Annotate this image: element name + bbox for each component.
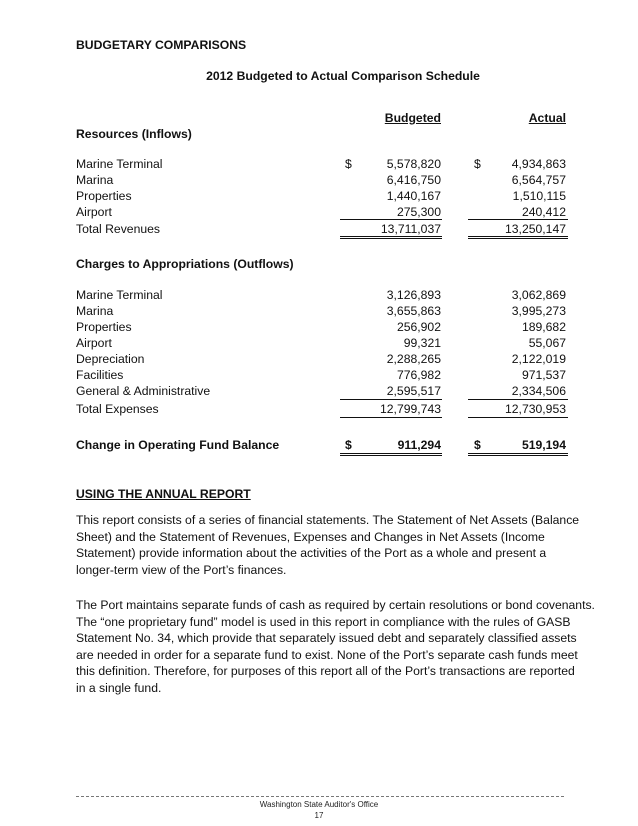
total-revenues-label: Total Revenues — [76, 222, 161, 236]
outflow-label: General & Administrative — [76, 384, 211, 398]
column-header-actual: Actual — [528, 111, 566, 125]
total-expenses-label: Total Expenses — [76, 402, 159, 416]
outflow-actual: 3,995,273 — [511, 304, 566, 318]
outflow-actual: 2,334,506 — [511, 384, 566, 398]
footer-rule — [76, 796, 564, 797]
outflow-budgeted: 99,321 — [403, 336, 441, 350]
outflows-title: Charges to Appropriations (Outflows) — [76, 257, 294, 271]
subtotal-rule — [340, 399, 442, 400]
inflow-budgeted: 1,440,167 — [386, 189, 441, 203]
outflow-budgeted: 2,288,265 — [386, 352, 441, 366]
paragraph-line: This report consists of a series of financial statements. The Statement of Net Assets (Balance — [76, 513, 580, 527]
outflow-budgeted: 256,902 — [396, 320, 441, 334]
paragraph-line: Statement No. 34, which provide that separately issued debt and separately classified assets — [76, 631, 577, 646]
paragraph-line: are needed in order for a separate fund to exist. None of the Port’s separate cash funds meet — [76, 647, 578, 662]
inflow-budgeted: 6,416,750 — [386, 173, 441, 187]
outflow-label: Marina — [76, 304, 114, 318]
column-header-budgeted: Budgeted — [384, 111, 441, 125]
paragraph-line: Sheet) and the Statement of Revenues, Expenses and Changes in Net Assets (Income — [76, 529, 545, 544]
total-revenues-actual: 13,250,147 — [505, 222, 566, 236]
total-rule — [468, 238, 568, 239]
paragraph-line: The “one proprietary fund” model is used in this report in compliance with the rules of GASB — [76, 614, 571, 629]
paragraph-line: this definition. Therefore, for purposes of this report all of the Port’s transactions are reported — [76, 664, 575, 679]
inflow-label: Marina — [76, 173, 114, 187]
total-expenses-actual: 12,730,953 — [505, 402, 566, 416]
inflow-budgeted: 5,578,820 — [386, 157, 441, 171]
total-rule — [340, 453, 442, 454]
page-number: 17 — [314, 811, 324, 820]
outflow-actual: 189,682 — [521, 320, 566, 334]
annual-report-paragraph-2 — [76, 597, 595, 697]
change-budgeted: 911,294 — [397, 438, 441, 452]
section-heading: BUDGETARY COMPARISONS — [76, 38, 247, 52]
inflow-label: Airport — [76, 205, 112, 219]
total-rule — [468, 236, 568, 237]
paragraph-line: The Port maintains separate funds of cash as required by certain resolutions or bond covenants. — [76, 598, 595, 612]
outflow-budgeted: 3,126,893 — [386, 288, 441, 302]
outflow-label: Properties — [76, 320, 132, 334]
subtotal-rule — [468, 219, 568, 220]
annual-report-heading: USING THE ANNUAL REPORT — [76, 487, 251, 501]
change-actual: 519,194 — [521, 438, 566, 452]
outflow-budgeted: 776,982 — [396, 368, 441, 382]
currency-symbol: $ — [474, 157, 481, 171]
inflow-budgeted: 275,300 — [396, 205, 441, 219]
total-revenues-budgeted: 13,711,037 — [380, 222, 441, 236]
outflow-actual: 55,067 — [528, 336, 566, 350]
inflow-actual: 4,934,863 — [511, 157, 566, 171]
total-rule — [340, 417, 442, 418]
outflow-budgeted: 2,595,517 — [386, 384, 441, 398]
currency-symbol: $ — [345, 438, 352, 452]
change-label: Change in Operating Fund Balance — [76, 438, 280, 452]
total-rule — [468, 417, 568, 418]
annual-report-paragraph-1 — [76, 512, 580, 578]
total-rule — [340, 236, 442, 237]
outflow-label: Depreciation — [76, 352, 145, 366]
total-rule — [340, 455, 442, 456]
outflow-label: Marine Terminal — [76, 288, 163, 302]
outflow-label: Facilities — [76, 368, 124, 382]
total-rule — [340, 238, 442, 239]
outflow-actual: 971,537 — [521, 368, 566, 382]
paragraph-line: longer-term view of the Port’s finances. — [76, 562, 287, 577]
total-rule — [468, 453, 568, 454]
total-expenses-budgeted: 12,799,743 — [380, 402, 441, 416]
paragraph-line: in a single fund. — [76, 680, 162, 695]
paragraph-line: Statement) provide information about the activities of the Port as a whole and present a — [76, 546, 547, 561]
subtotal-rule — [468, 399, 568, 400]
currency-symbol: $ — [345, 157, 352, 171]
inflow-actual: 6,564,757 — [511, 173, 566, 187]
outflow-actual: 3,062,869 — [511, 288, 566, 302]
schedule-title: 2012 Budgeted to Actual Comparison Schedule — [206, 69, 480, 83]
inflows-title: Resources (Inflows) — [76, 127, 192, 141]
currency-symbol: $ — [474, 438, 481, 452]
inflow-label: Marine Terminal — [76, 157, 163, 171]
subtotal-rule — [340, 219, 442, 220]
inflow-actual: 240,412 — [521, 205, 566, 219]
inflow-actual: 1,510,115 — [512, 189, 566, 203]
total-rule — [468, 455, 568, 456]
outflow-budgeted: 3,655,863 — [386, 304, 441, 318]
outflow-actual: 2,122,019 — [511, 352, 566, 366]
footer-office: Washington State Auditor's Office — [259, 800, 379, 809]
inflow-label: Properties — [76, 189, 132, 203]
outflow-label: Airport — [76, 336, 112, 350]
